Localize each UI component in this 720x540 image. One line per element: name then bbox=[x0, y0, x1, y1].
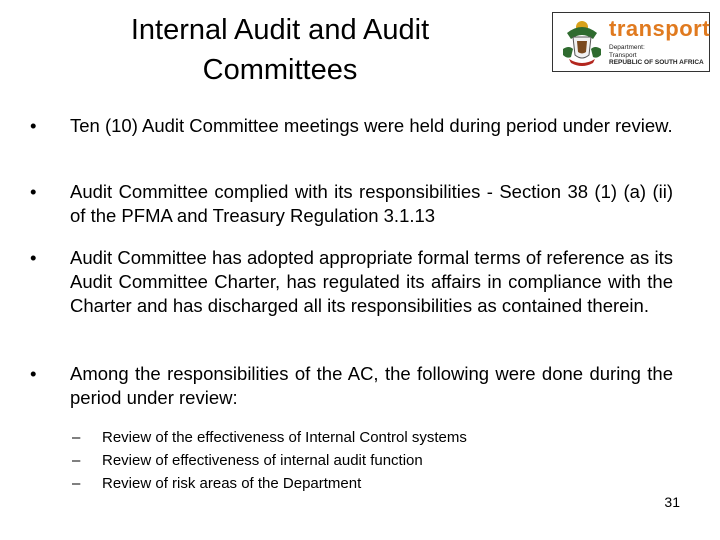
dash-marker: – bbox=[72, 429, 81, 446]
department-logo bbox=[552, 12, 710, 72]
bullet-dot: • bbox=[30, 181, 37, 202]
bullet-item bbox=[30, 362, 673, 410]
sub-list bbox=[72, 426, 467, 495]
logo-line-2: Transport bbox=[609, 51, 637, 59]
dash-marker: – bbox=[72, 452, 81, 469]
bullet-text: Ten (10) Audit Committee meetings were held during period under review. bbox=[70, 115, 673, 136]
bullet-item bbox=[30, 246, 673, 318]
bullet-dot: • bbox=[30, 363, 37, 384]
bullet-text: Audit Committee complied with its responsibilities - Section 38 (1) (a) (ii) of the PFMA and Treasury Regulation 3.1.13 bbox=[70, 181, 673, 226]
sub-item-text: Review of the effectiveness of Internal Control systems bbox=[102, 429, 467, 446]
sub-item-text: Review of risk areas of the Department bbox=[102, 475, 362, 492]
logo-line-1: Department: bbox=[609, 44, 645, 51]
bullet-dot: • bbox=[30, 247, 37, 268]
dash-marker: – bbox=[72, 475, 81, 492]
sub-item-text: Review of effectiveness of internal audit function bbox=[102, 452, 423, 469]
bullet-item bbox=[30, 114, 673, 138]
logo-department-text bbox=[609, 44, 704, 67]
title-line-1: Internal Audit and Audit bbox=[130, 14, 430, 46]
sub-list-item bbox=[72, 426, 467, 449]
page-number: 31 bbox=[664, 494, 680, 510]
title-line-2: Committees bbox=[202, 54, 358, 86]
bullet-dot: • bbox=[30, 115, 37, 136]
logo-line-3: REPUBLIC OF SOUTH AFRICA bbox=[609, 59, 704, 66]
slide-title bbox=[60, 10, 500, 90]
logo-wordmark: transport bbox=[609, 16, 711, 41]
bullet-item bbox=[30, 180, 673, 228]
sub-list-item bbox=[72, 449, 467, 472]
sub-list-item bbox=[72, 472, 467, 495]
bullet-text: Among the responsibilities of the AC, the following were done during the period under review: bbox=[70, 363, 673, 408]
coat-of-arms-icon bbox=[559, 19, 605, 67]
bullet-text: Audit Committee has adopted appropriate formal terms of reference as its Audit Committee Charter, has regulated its affairs in compliance with the Charter and has discharged all its responsibilities as contained therein. bbox=[70, 247, 673, 316]
